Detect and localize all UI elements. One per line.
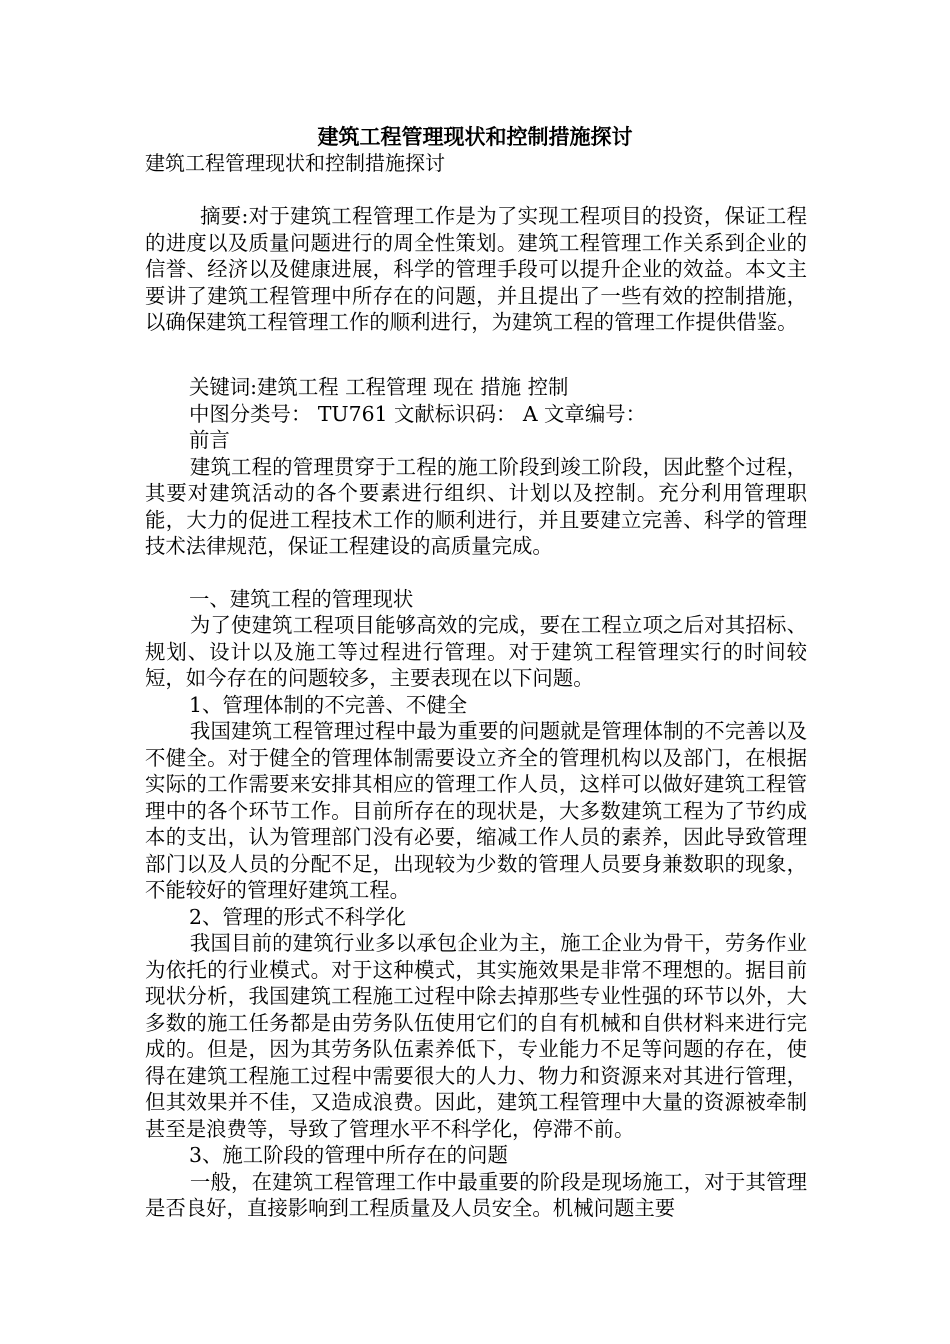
section-1-heading: 一、建筑工程的管理现状: [189, 586, 414, 611]
main-body: [145, 374, 807, 1222]
paragraph-gap: [145, 560, 807, 586]
subsection-2-heading: 2、管理的形式不科学化: [189, 904, 406, 929]
subsection-2-paragraph: 我国目前的建筑行业多以承包企业为主，施工企业为骨干，劳务作业为依托的行业模式。对于这种模式，其实施效果是非常不理想的。据目前现状分析，我国建筑工程施工过程中除去掉那些专业性强的环节以外，大多数的施工任务都是由劳务队伍使用它们的自有机械和自供材料来进行完成的。但是，因为其劳务队伍素养低下，专业能力不足等问题的存在，使得在建筑工程施工过程中需要很大的人力、物力和资源来对其进行管理，但其效果并不佳，又造成浪费。因此，建筑工程管理中大量的资源被牵制甚至是浪费等，导致了管理水平不科学化，停滞不前。: [145, 931, 807, 1141]
abstract-paragraph: 摘要:对于建筑工程管理工作是为了实现工程项目的投资，保证工程的进度以及质量问题进行的周全性策划。建筑工程管理工作关系到企业的信誉、经济以及健康进展，科学的管理手段可以提升企业的效益。本文主要讲了建筑工程管理中所存在的问题，并且提出了一些有效的控制措施，以确保建筑工程管理工作的顺利进行，为建筑工程的管理工作提供借鉴。: [145, 204, 807, 334]
preface-heading: 前言: [189, 428, 230, 452]
keywords-line: 关键词:建筑工程 工程管理 现在 措施 控制: [189, 375, 569, 399]
abstract-block: [145, 203, 807, 336]
document-title: 建筑工程管理现状和控制措施探讨: [317, 124, 633, 149]
document-subtitle: 建筑工程管理现状和控制措施探讨: [145, 151, 445, 175]
subsection-1-heading: 1、管理体制的不完善、不健全: [189, 692, 468, 717]
subsection-3-paragraph: 一般，在建筑工程管理工作中最重要的阶段是现场施工，对于其管理是否良好，直接影响到工程质量及人员安全。机械问题主要: [145, 1169, 807, 1220]
preface-paragraph: 建筑工程的管理贯穿于工程的施工阶段到竣工阶段，因此整个过程，其要对建筑活动的各个要素进行组织、计划以及控制。充分利用管理职能，大力的促进工程技术工作的顺利进行，并且要建立完善、科学的管理技术法律规范，保证工程建设的高质量完成。: [145, 454, 807, 558]
subsection-1-paragraph: 我国建筑工程管理过程中最为重要的问题就是管理体制的不完善以及不健全。对于健全的管理体制需要设立齐全的管理机构以及部门，在根据实际的工作需要来安排其相应的管理工作人员，这样可以做好建筑工程管理中的各个环节工作。目前所存在的现状是，大多数建筑工程为了节约成本的支出，认为管理部门没有必要，缩减工作人员的素养，因此导致管理部门以及人员的分配不足，出现较为少数的管理人员要身兼数职的现象，不能较好的管理好建筑工程。: [145, 719, 807, 902]
subsection-3-heading: 3、施工阶段的管理中所存在的问题: [189, 1143, 508, 1167]
section-1-paragraph: 为了使建筑工程项目能够高效的完成，要在工程立项之后对其招标、规划、设计以及施工等过程进行管理。对于建筑工程管理实行的时间较短，如今存在的问题较多，主要表现在以下问题。: [145, 613, 807, 690]
classification-line: 中图分类号： TU761 文献标识码： A 文章编号：: [189, 401, 646, 426]
